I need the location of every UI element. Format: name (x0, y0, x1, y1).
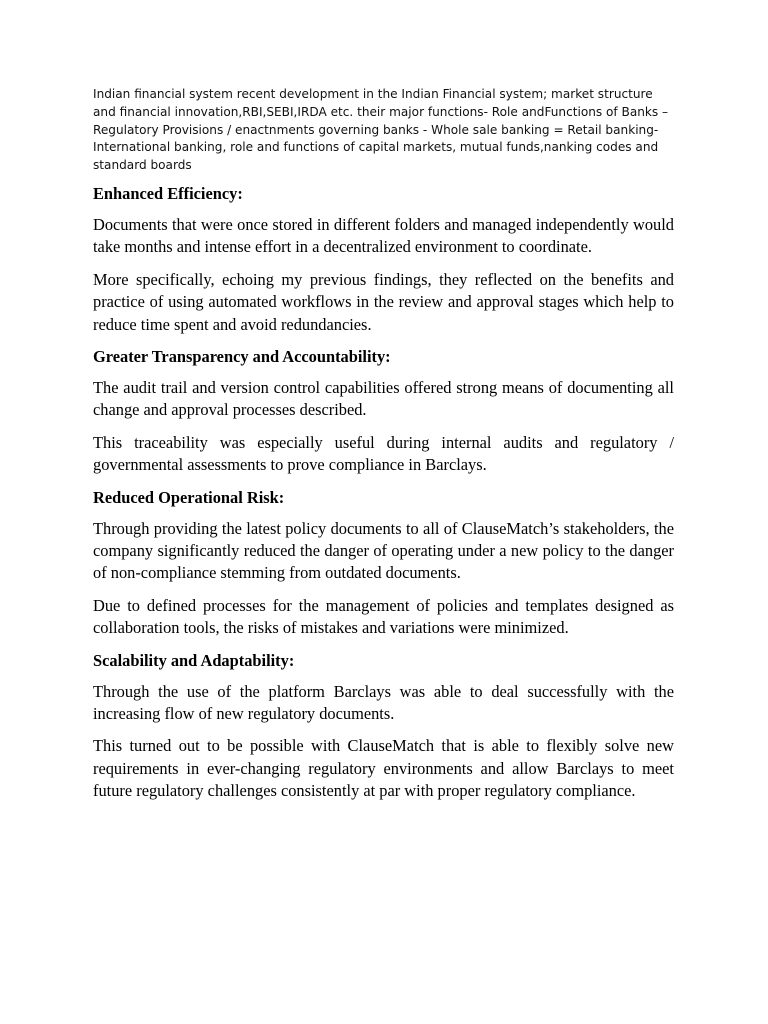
section-paragraph: The audit trail and version control capabilities offered strong means of documenting all change and approval processes described. (93, 378, 674, 420)
section-enhanced-efficiency (93, 183, 674, 336)
document-page (93, 86, 674, 813)
section-heading: Greater Transparency and Accountability: (93, 347, 391, 367)
section-transparency-accountability (93, 346, 674, 477)
section-paragraph: More specifically, echoing my previous findings, they reflected on the benefits and practice of using automated workflows in the review and approval stages which help to reduce time spent and avoid redundancies. (93, 269, 674, 334)
section-heading: Reduced Operational Risk: (93, 487, 285, 507)
section-paragraph: Due to defined processes for the management of policies and templates designed as collaboration tools, the risks of mistakes and variations were minimized. (93, 595, 674, 638)
section-scalability-adaptability (93, 650, 674, 803)
section-paragraph: This traceability was especially useful during internal audits and regulatory / governmental assessments to prove compliance in Barclays. (93, 432, 674, 475)
section-reduced-operational-risk (93, 487, 674, 640)
section-paragraph: Through the use of the platform Barclays was able to deal successfully with the increasing flow of new regulatory documents. (93, 681, 674, 724)
section-heading: Enhanced Efficiency: (93, 183, 243, 203)
section-paragraph: Through providing the latest policy documents to all of ClauseMatch’s stakeholders, the company significantly reduced the danger of operating under a new policy to the danger of non-compliance stemming from outdated documents. (93, 518, 674, 583)
section-paragraph: Documents that were once stored in different folders and managed independently would take months and intense effort in a decentralized environment to coordinate. (93, 214, 674, 257)
section-paragraph: This turned out to be possible with ClauseMatch that is able to flexibly solve new requirements in ever-changing regulatory environments and allow Barclays to meet future regulatory challenges consistently at par with proper regulatory compliance. (93, 736, 674, 801)
intro-text: Indian financial system recent development in the Indian Financial system; market structure and financial innovation,RBI,SEBI,IRDA etc. their major functions- Role andFunctions of Banks – Regulatory Provisions / enactnments governing banks - Whole sale banking = Retail banking-International banking, role and functions of capital markets, mutual funds,nanking codes and standard boards (93, 87, 669, 173)
section-heading: Scalability and Adaptability: (93, 650, 295, 670)
